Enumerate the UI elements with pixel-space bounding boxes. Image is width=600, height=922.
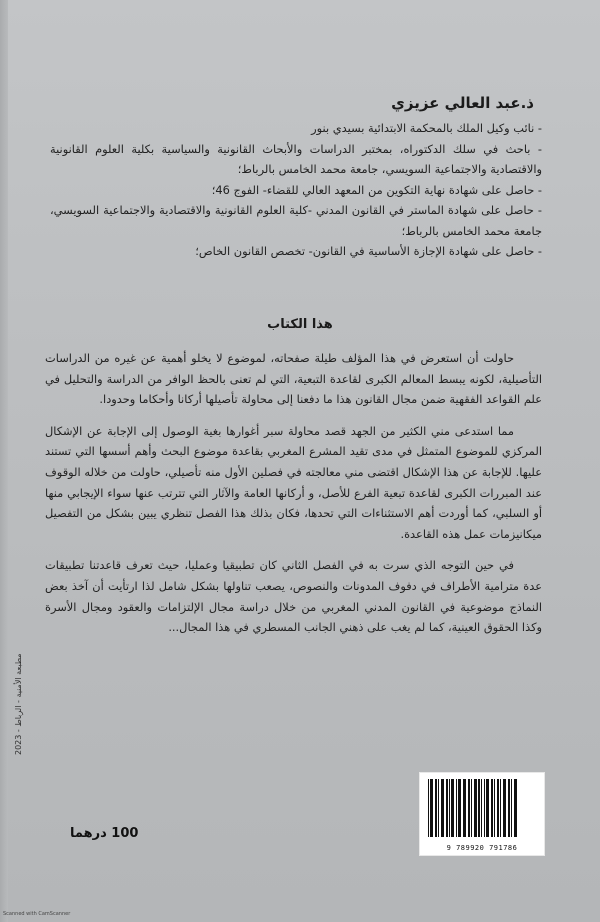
barcode-bar (446, 779, 448, 837)
description-paragraph: مما استدعى مني الكثير من الجهد قصد محاولة سبر أغوارها بغية الوصول إلى الإجابة عن الإشكال المركزي للموضوع المتمثل في مدى تقيد المشرع المغربي بقاعدة موضوع البحث وأهم أسسها التي تستند عليها. للإجابة عن هذا الإشكال اقتضى مني معالجته في فصلين الأول منه تأصيلي، حاولت من خلاله الوقوف عند المبررات الكبرى لقاعدة تبعية الفرع للأصل، و أركانها العامة والآثار التي تترتب عنها سواء الإيجابي منها أو السلبي، كما أوردت أهم الاستثناءات التي تحدها، فكان بذلك هذا الفصل تنظري يبين بشكل من التفصيل ميكانيزمات عمل هذه القاعدة. (45, 423, 542, 541)
book-description (45, 348, 542, 649)
barcode-bar (456, 779, 457, 837)
barcode-bar (484, 779, 485, 837)
publisher-note: مطبعة الأمنية - الرباط - 2023 (14, 653, 23, 755)
barcode-bar (474, 779, 477, 837)
barcode-bar (500, 779, 501, 837)
barcode-bar (435, 779, 437, 837)
author-name: ذ.عبد العالي عزيزي (391, 94, 534, 112)
bio-item: - حاصل على شهادة الإجازة الأساسية في القانون- تخصص القانون الخاص؛ (50, 241, 542, 262)
bio-item: - نائب وكيل الملك بالمحكمة الابتدائية بسيدي بنور (50, 118, 542, 139)
barcode-bar (430, 779, 433, 837)
barcode-bar (471, 779, 472, 837)
barcode-bar (503, 779, 506, 837)
cover-fold (0, 0, 8, 922)
barcode-bar (451, 779, 454, 837)
author-bio (50, 118, 542, 262)
barcode-bar (438, 779, 439, 837)
description-paragraph: حاولت أن استعرض في هذا المؤلف طيلة صفحاته، لموضوع لا يخلو أهمية عن غيره من الدراسات التأصيلية، لكونه يبسط المعالم الكبرى لقاعدة التبعية، التي لم تعنى بالحظ الوافر من الدراسة والتحليل في علم القواعد الفقهية ضمن مجال القانون هذا ما دفعنا إلى محاولة تأصيلها أركانا وأحكاما وحدودا. (45, 351, 542, 407)
barcode-bar (514, 779, 517, 837)
barcode-bar (494, 779, 495, 837)
description-paragraph: في حين التوجه الذي سرت به في الفصل الثاني كان تطبيقيا وعمليا، حيث تعرف قاعدتنا تطبيقات عدة مترامية الأطراف في دفوف المدونات والنصوص، يصعب تناولها بشكل شامل لذا ارتأيت أن آخذ بعض النماذج موضوعية في القانون المدني المغربي من خلال دراسة مجال الإلتزامات والعقود ومجال الأسرة وكذا الحقوق العينية، كما لم يغب على ذهني الجانب المسطري في هذا المجال... (45, 558, 542, 635)
barcode-bar (449, 779, 450, 837)
barcode-bars (426, 779, 538, 837)
barcode-bar (463, 779, 466, 837)
isbn-barcode (419, 772, 545, 856)
barcode-bar (491, 779, 493, 837)
barcode-bar (441, 779, 444, 837)
price-label: 100 درهما (70, 826, 139, 841)
barcode-bar (508, 779, 510, 837)
barcode-bar (428, 779, 429, 837)
scanner-watermark: Scanned with CamScanner (3, 911, 71, 917)
barcode-bar (497, 779, 499, 837)
barcode-bar (481, 779, 482, 837)
barcode-bar (486, 779, 489, 837)
section-title: هذا الكتاب (267, 317, 333, 332)
bio-item: - حاصل على شهادة الماستر في القانون المدني -كلية العلوم القانونية والاقتصادية والاجتماعية السويسي، جامعة محمد الخامس بالرباط؛ (50, 200, 542, 241)
barcode-bar (468, 779, 470, 837)
bio-item: - باحث في سلك الدكتوراه، بمختبر الدراسات والأبحاث القانونية والسياسية بكلية العلوم القانونية والاقتصادية والاجتماعية السويسي، جامعة محمد الخامس بالرباط؛ (50, 139, 542, 180)
bio-item: - حاصل على شهادة نهاية التكوين من المعهد العالي للقضاء- الفوج 46؛ (50, 180, 542, 201)
barcode-bar (478, 779, 480, 837)
barcode-bar (458, 779, 461, 837)
barcode-number: 9 789920 791786 (446, 844, 518, 852)
barcode-bar (511, 779, 512, 837)
